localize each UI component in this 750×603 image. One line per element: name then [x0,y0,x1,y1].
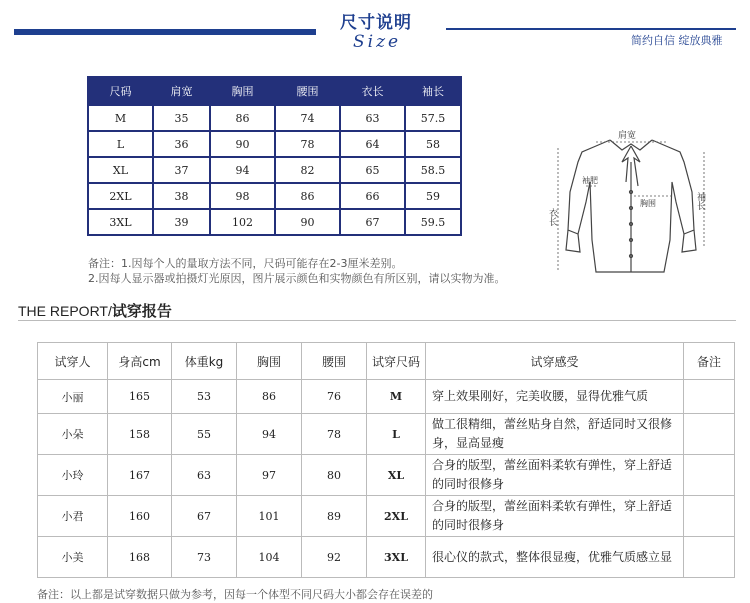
cell-shoulder: 35 [153,105,210,131]
col-sleeve: 袖长 [405,77,461,105]
cell-weight: 53 [172,380,237,414]
cell-length: 67 [340,209,405,235]
cell-chest: 94 [210,157,275,183]
cell-note [684,455,735,496]
section-subtitle: Size [353,32,402,52]
shirt-measurement-diagram [547,122,712,280]
header-bar-left [14,29,316,35]
table-row [88,131,461,157]
cell-waist: 78 [275,131,340,157]
table-row [38,537,735,578]
cell-note [684,496,735,537]
cell-size: L [367,414,426,455]
cell-waist: 76 [302,380,367,414]
cell-length: 65 [340,157,405,183]
cell-waist: 74 [275,105,340,131]
cell-sleeve: 58 [405,131,461,157]
cell-chest: 102 [210,209,275,235]
col-waist: 腰围 [302,343,367,380]
col-size: 尺码 [88,77,153,105]
cell-sleeve: 58.5 [405,157,461,183]
col-chest: 胸围 [237,343,302,380]
report-table-header [38,343,735,380]
cell-shoulder: 37 [153,157,210,183]
table-row [38,455,735,496]
cell-size: 3XL [367,537,426,578]
cell-length: 63 [340,105,405,131]
report-divider [18,320,736,321]
cell-chest: 94 [237,414,302,455]
cell-shoulder: 39 [153,209,210,235]
cell-weight: 55 [172,414,237,455]
cell-weight: 63 [172,455,237,496]
label-length: 衣长 [547,208,557,226]
col-person: 试穿人 [38,343,108,380]
cell-shoulder: 36 [153,131,210,157]
cell-chest: 86 [210,105,275,131]
report-title-en: THE REPORT/ [18,303,112,319]
cell-weight: 73 [172,537,237,578]
col-size: 试穿尺码 [367,343,426,380]
fitting-report-table [37,342,735,578]
cell-waist: 92 [302,537,367,578]
label-chest: 胸围 [640,199,656,208]
table-row [38,380,735,414]
cell-note [684,537,735,578]
header-bar-right [446,28,736,30]
cell-chest: 101 [237,496,302,537]
cell-sleeve: 59 [405,183,461,209]
cell-person: 小朵 [38,414,108,455]
cell-shoulder: 38 [153,183,210,209]
slogan: 简约自信 绽放典雅 [631,34,723,47]
label-shoulder: 肩宽 [618,131,637,141]
cell-person: 小美 [38,537,108,578]
table-row [38,414,735,455]
cell-person: 小玲 [38,455,108,496]
cell-length: 64 [340,131,405,157]
note-line-2: 2.因每人显示器或拍摄灯光原因，图片展示颜色和实物颜色有所区别，请以实物为准。 [88,272,506,285]
cell-waist: 90 [275,209,340,235]
cell-size: XL [367,455,426,496]
table-row [88,209,461,235]
cell-length: 66 [340,183,405,209]
cell-note [684,380,735,414]
cell-sleeve: 57.5 [405,105,461,131]
cell-person: 小君 [38,496,108,537]
cell-size: 2XL [88,183,153,209]
report-footnote: 备注：以上都是试穿数据只做为参考，因每一个体型不同尺码大小都会存在误差的 [37,588,433,601]
cell-size: 3XL [88,209,153,235]
col-height: 身高cm [108,343,172,380]
table-row [88,183,461,209]
cell-person: 小丽 [38,380,108,414]
cell-height: 168 [108,537,172,578]
cell-chest: 104 [237,537,302,578]
cell-chest: 97 [237,455,302,496]
table-row [88,157,461,183]
cell-height: 165 [108,380,172,414]
cell-sleeve: 59.5 [405,209,461,235]
col-shoulder: 肩宽 [153,77,210,105]
cell-waist: 86 [275,183,340,209]
cell-waist: 89 [302,496,367,537]
cell-note [684,414,735,455]
size-table-header [88,77,461,105]
cell-chest: 98 [210,183,275,209]
table-row [88,105,461,131]
label-sleeve-length: 袖长 [695,192,705,210]
cell-waist: 80 [302,455,367,496]
cell-feel: 穿上效果刚好，完美收腰，显得优雅气质 [426,380,684,414]
size-notes [88,256,506,286]
cell-feel: 合身的版型，蕾丝面料柔软有弹性，穿上舒适的同时很修身 [426,496,684,537]
cell-size: M [88,105,153,131]
col-waist: 腰围 [275,77,340,105]
cell-size: 2XL [367,496,426,537]
cell-chest: 86 [237,380,302,414]
section-title: 尺寸说明 [340,13,412,33]
col-note: 备注 [684,343,735,380]
cell-size: L [88,131,153,157]
report-title-cn: 试穿报告 [111,302,172,320]
cell-height: 160 [108,496,172,537]
note-line-1: 备注：1.因每个人的量取方法不同，尺码可能存在2-3厘米差别。 [88,257,403,270]
col-chest: 胸围 [210,77,275,105]
cell-weight: 67 [172,496,237,537]
col-length: 衣长 [340,77,405,105]
cell-feel: 做工很精细，蕾丝贴身自然，舒适同时又很修身，显高显瘦 [426,414,684,455]
cell-feel: 合身的版型，蕾丝面料柔软有弹性，穿上舒适的同时很修身 [426,455,684,496]
col-weight: 体重kg [172,343,237,380]
col-feel: 试穿感受 [426,343,684,380]
cell-waist: 82 [275,157,340,183]
cell-height: 158 [108,414,172,455]
cell-chest: 90 [210,131,275,157]
table-row [38,496,735,537]
size-table [87,76,462,236]
cell-height: 167 [108,455,172,496]
cell-feel: 很心仪的款式，整体很显瘦，优雅气质感立显 [426,537,684,578]
label-sleeve-fat: 袖肥 [582,176,598,185]
cell-size: XL [88,157,153,183]
report-heading [18,300,172,321]
cell-waist: 78 [302,414,367,455]
cell-size: M [367,380,426,414]
